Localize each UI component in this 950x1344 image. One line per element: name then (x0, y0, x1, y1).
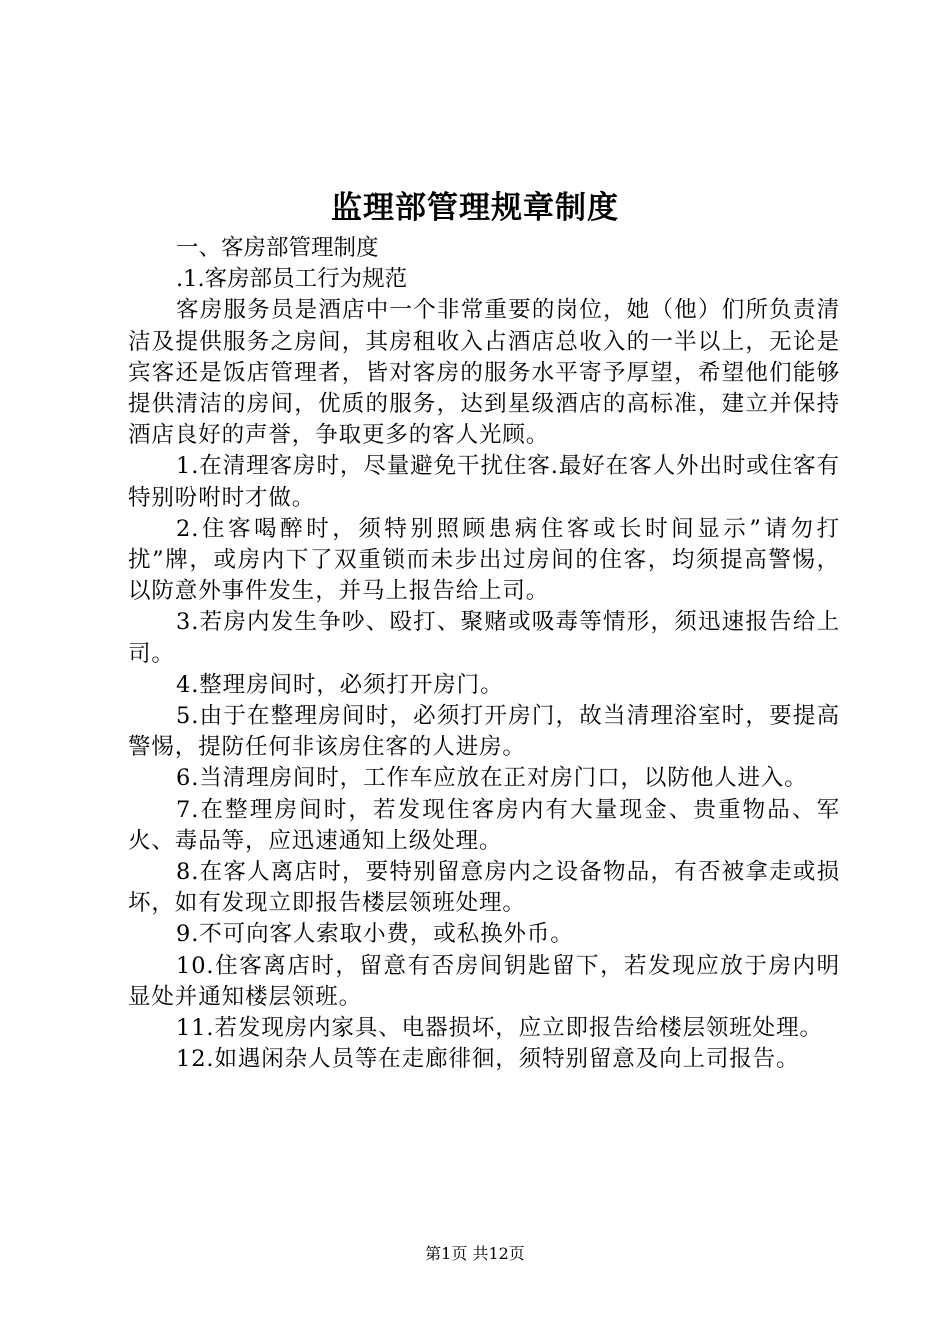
section-heading: 一、客房部管理制度 (176, 235, 379, 261)
rule-item-9: 9.不可向客人索取小费，或私换外币。 (176, 921, 574, 948)
rule-item-1: 1.在清理客房时，尽量避免干扰住客.最好在客人外出时或住客有特别吩咐时才做。 (128, 453, 840, 511)
document-title: 监理部管理规章制度 (331, 190, 619, 226)
rule-item-7: 7.在整理房间时，若发现住客房内有大量现金、贵重物品、军火、毒品等，应迅速通知上级处理。 (128, 796, 840, 854)
rule-item-4: 4.整理房间时，必须打开房门。 (176, 671, 504, 698)
rule-item-5: 5.由于在整理房间时，必须打开房门，故当清理浴室时，要提高警惕，提防任何非该房住客的人进房。 (128, 703, 840, 761)
document-body (128, 233, 840, 1075)
rule-item-8: 8.在客人离店时，要特别留意房内之设备物品，有否被拿走或损坏，如有发现立即报告楼层领班处理。 (128, 859, 840, 917)
rule-item-2: 2.住客喝醉时，须特别照顾患病住客或长时间显示”请勿打扰”牌，或房内下了双重锁而未步出过房间的住客，均须提高警惕，以防意外事件发生，并马上报告给上司。 (128, 515, 840, 605)
rule-item-10: 10.住客离店时，留意有否房间钥匙留下，若发现应放于房内明显处并通知楼层领班。 (128, 952, 840, 1010)
intro-paragraph: 客房服务员是酒店中一个非常重要的岗位，她（他）们所负责清洁及提供服务之房间，其房租收入占酒店总收入的一半以上，无论是宾客还是饭店管理者，皆对客房的服务水平寄予厚望，希望他们能够提供清洁的房间，优质的服务，达到星级酒店的高标准，建立并保持酒店良好的声誉，争取更多的客人光顾。 (128, 297, 840, 449)
rule-item-6: 6.当清理房间时，工作车应放在正对房门口，以防他人进入。 (176, 765, 808, 792)
page-number-footer: 第1页 共12页 (425, 1244, 525, 1263)
rule-item-12: 12.如遇闲杂人员等在走廊徘徊，须特别留意及向上司报告。 (176, 1046, 800, 1073)
subsection-heading: .1.客房部员工行为规范 (176, 266, 408, 293)
rule-item-11: 11.若发现房内家具、电器损坏，应立即报告给楼层领班处理。 (176, 1015, 823, 1042)
rule-item-3: 3.若房内发生争吵、殴打、聚赌或吸毒等情形，须迅速报告给上司。 (128, 609, 840, 667)
